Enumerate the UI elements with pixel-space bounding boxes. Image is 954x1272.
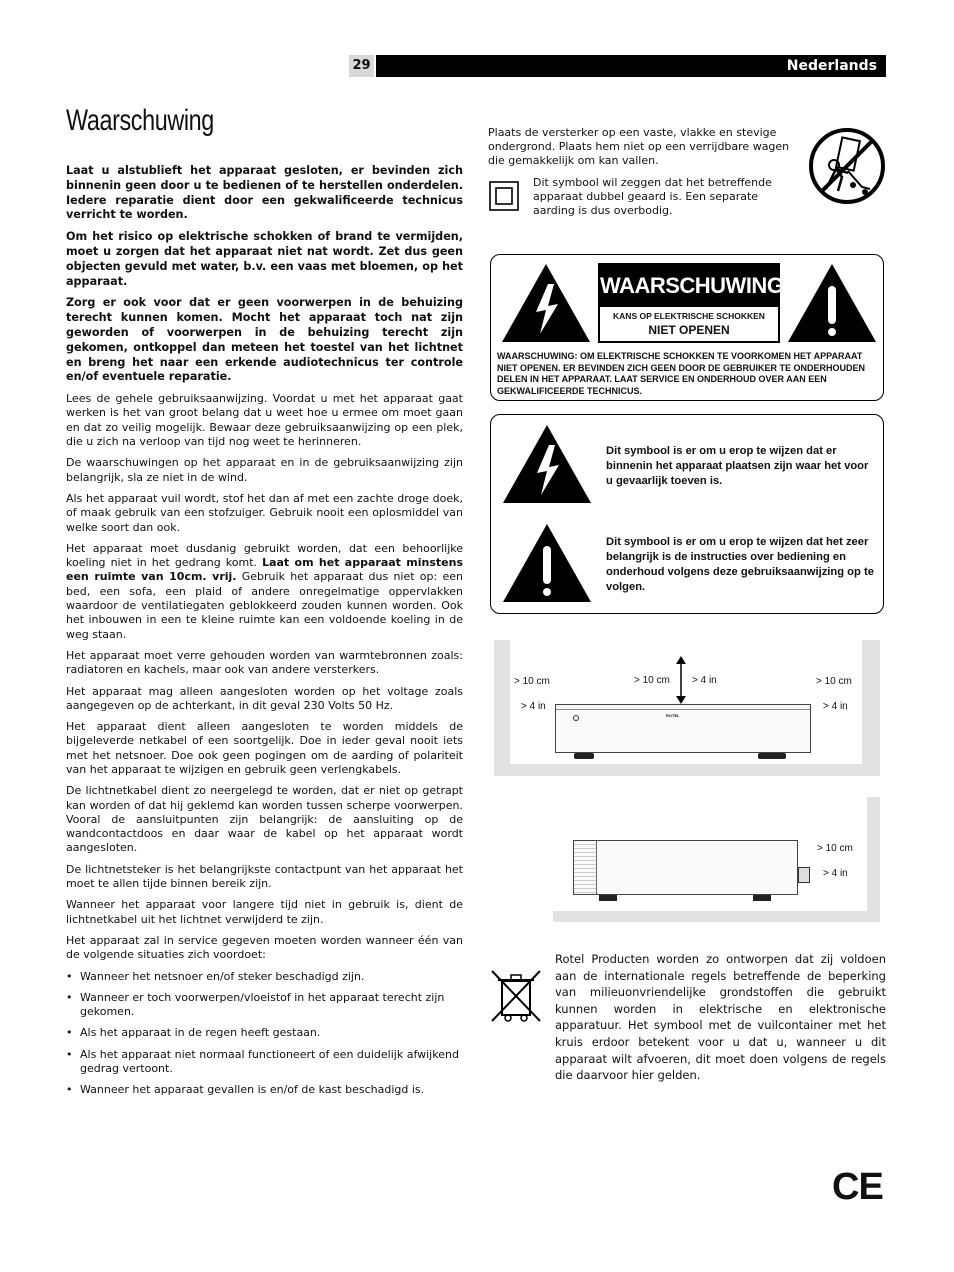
clearance-in-label: > 4 in	[823, 701, 848, 712]
paragraph: De lichtnetkabel dient zo neergelegd te worden, dat er niet op getrapt kan worden of dat hij geklemd kan worden tussen scherpe voorwerpen. Vooral de aansluitpunten zijn belangrijk: de aansluiting op de wandcontactdoos en daar waar de kabel op het apparaat wordt aangesloten.	[66, 784, 463, 855]
power-button-icon	[573, 715, 579, 721]
left-column	[66, 164, 463, 1105]
foot	[758, 753, 786, 759]
bold-paragraph: Laat u alstublieft het apparaat gesloten, er bevinden zich binnenin geen door u te bedienen of te herstellen onderdelen. Iedere reparatie dient door een gekwalificeerde technicus verricht te worden.	[66, 164, 463, 222]
paragraph: Het apparaat zal in service gegeven moeten worden wanneer één van de volgende situaties zich voordoet:	[66, 933, 463, 962]
ground-text: Dit symbool wil zeggen dat het betreffende apparaat dubbel geaard is. Een separate aarding is dus overbodig.	[533, 176, 772, 217]
paragraph: Het apparaat mag alleen aangesloten worden op het voltage zoals aangegeven op de achterkant, in dit geval 230 Volts 50 Hz.	[66, 684, 463, 712]
paragraph: Wanneer het apparaat voor langere tijd niet in gebruik is, dient de lichtnetkabel uit het lichtnet verwijderd te zijn.	[66, 898, 463, 926]
list-item: • Wanneer het netsnoer en/of steker beschadigd zijn.	[66, 970, 463, 984]
warning-body: WAARSCHUWING: OM ELEKTRISCHE SCHOKKEN TE VOORKOMEN HET APPARAAT NIET OPENEN. ER BEVINDEN ZICH GEEN DOOR DE GEBRUIKER TE ONDERHOUDEN DELEN IN HET APPARAAT. LAAT SERVICE EN ONDERHOUD OVER AAN EEN GEKWALIFICEERDE TECHNICUS.	[497, 351, 866, 396]
ventilation-diagram-front	[494, 640, 880, 776]
warning-banner	[598, 263, 784, 343]
paragraph: Het apparaat dient alleen aangesloten te worden middels de bijgeleverde netkabel of een soortgelijk. Doe in ieder geval nooit iets met het netsnoer. Doe ook geen pogingen om de aarding of polariteit van het apparaat te wijzigen en gebruik geen verlengkabels.	[66, 720, 463, 776]
clearance-cm-label: > 10 cm	[634, 675, 670, 686]
paragraph: De lichtnetsteker is het belangrijkste contactpunt van het apparaat het moet te allen tijde binnen bereik zijn.	[66, 862, 463, 891]
rohs-text: Rotel Producten worden zo ontworpen dat zij voldoen aan de internationale regels betreffende de beperking van milieuonvriendelijke grondstoffen die gebruikt kunnen worden in elektrische en elektronische apparatuur. Het symbool met de vuilcontainer met het kruis erdoor betekent voor u dat u, wanneer u dit apparaat wilt afvoeren, dit moet doen volgens de regels die daarvoor hier gelden.	[555, 952, 886, 1083]
page-title: Waarschuwing	[66, 104, 214, 137]
clearance-in-label: > 4 in	[692, 675, 717, 686]
ventilation-diagram-side	[553, 797, 880, 922]
lightning-warning-icon	[501, 423, 593, 505]
clearance-in-label: > 4 in	[521, 701, 546, 712]
symbol-explanation: Dit symbool is er om u erop te wijzen dat het zeer belangrijk is de instructies over bediening en onderhoud volgens deze gebruiksaanwijzing op te volgen.	[606, 536, 874, 593]
warning-subheading: NIET OPENEN	[648, 323, 730, 337]
language-label: Nederlands	[376, 55, 886, 77]
symbol-explanation: Dit symbool is er om u erop te wijzen dat er binnenin het apparaat plaatsen zijn waar het voor u gevaarlijk toeven is.	[606, 445, 869, 487]
bold-paragraph: Zorg er ook voor dat er geen voorwerpen in de behuizing terecht kunnen komen. Mocht het apparaat toch nat zijn geworden of voorwerpen in de behuizing terecht zijn gekomen, ontkoppel dan meteen het toestel van het lichtnet en breng het naar een erkende audiotechnicus ter controle en/of eventuele reparatie.	[66, 296, 463, 384]
list-item: • Als het apparaat niet normaal functioneert of een duidelijk afwijkend gedrag vertoont.	[66, 1048, 463, 1077]
foot	[753, 895, 771, 901]
ce-mark: CE	[832, 1166, 883, 1208]
bold-paragraph: Om het risico op elektrische schokken of brand te vermijden, moet u zorgen dat het apparaat niet nat wordt. Zet dus geen objecten gevuld met water, b.v. een vaas met bloemen, op het apparaat.	[66, 230, 463, 288]
clearance-in-label: > 4 in	[823, 868, 848, 879]
ventilation-paragraph	[66, 542, 463, 642]
warning-subheading: KANS OP ELEKTRISCHE SCHOKKEN	[613, 311, 765, 321]
exclamation-warning-icon	[786, 262, 878, 344]
double-insulation-icon	[489, 181, 519, 211]
crossed-bin-icon	[488, 967, 544, 1025]
foot	[599, 895, 617, 901]
front-panel	[574, 841, 597, 894]
foot	[574, 753, 594, 759]
no-cart-icon	[808, 127, 886, 205]
amplifier-front	[555, 704, 811, 753]
list-item: • Wanneer er toch voorwerpen/vloeistof in het apparaat terecht zijn gekomen.	[66, 991, 463, 1020]
warning-heading: WAARSCHUWING	[600, 265, 778, 307]
brand-label: ROTEL	[666, 713, 680, 718]
paragraph-text: Gebruik het apparaat dus niet op: een bed, een sofa, een plaid of andere onregelmatige oppervlakken waardoor de ventilatiegaten geblokkeerd zouden kunnen worden. Ook het inbouwen in een te kleine ruimte kan een voldoende koeling in de weg staan.	[66, 570, 463, 641]
paragraph: Als het apparaat vuil wordt, stof het dan af met een zachte droge doek, of maak gebruik van een stofzuiger. Gebruik nooit een oplosmiddel van welke soort dan ook.	[66, 491, 463, 534]
list-item: • Wanneer het apparaat gevallen is en/of de kast beschadigd is.	[66, 1083, 463, 1097]
service-list	[66, 970, 463, 1098]
vertical-arrow-icon	[675, 656, 687, 704]
power-plug-icon	[798, 867, 810, 883]
exclamation-warning-icon	[501, 522, 593, 604]
paragraph-text: Het apparaat moet dusdanig gebruikt worden, dat een behoorlijke koeling niet in het gedrang komt.	[66, 541, 463, 570]
placement-text: Plaats de versterker op een vaste, vlakke en stevige ondergrond. Plaats hem niet op een verrijdbare wagen die gemakkelijk om kan vallen.	[488, 126, 790, 167]
list-item: • Als het apparaat in de regen heeft gestaan.	[66, 1026, 463, 1040]
clearance-cm-label: > 10 cm	[514, 676, 550, 687]
paragraph: Lees de gehele gebruiksaanwijzing. Voordat u met het apparaat gaat werken is het van groot belang dat u weet hoe u ermee om moet gaan en dat zo veilig mogelijk. Bewaar deze gebruiksaanwijzing op een plek, die u zich na verloop van tijd nog weet te herinneren.	[66, 392, 463, 449]
emphasis-text: Laat om het apparaat minstens een ruimte van 10cm. vrij.	[66, 556, 463, 584]
amplifier-side	[573, 840, 798, 895]
paragraph: De waarschuwingen op het apparaat en in de gebruiksaanwijzing zijn belangrijk, sla ze niet in de wind.	[66, 456, 463, 484]
lightning-warning-icon	[500, 262, 592, 344]
paragraph: Het apparaat moet verre gehouden worden van warmtebronnen zoals: radiatoren en kachels, maar ook van andere versterkers.	[66, 648, 463, 677]
clearance-cm-label: > 10 cm	[816, 676, 852, 687]
page-number: 29	[349, 55, 374, 77]
clearance-cm-label: > 10 cm	[817, 843, 853, 854]
